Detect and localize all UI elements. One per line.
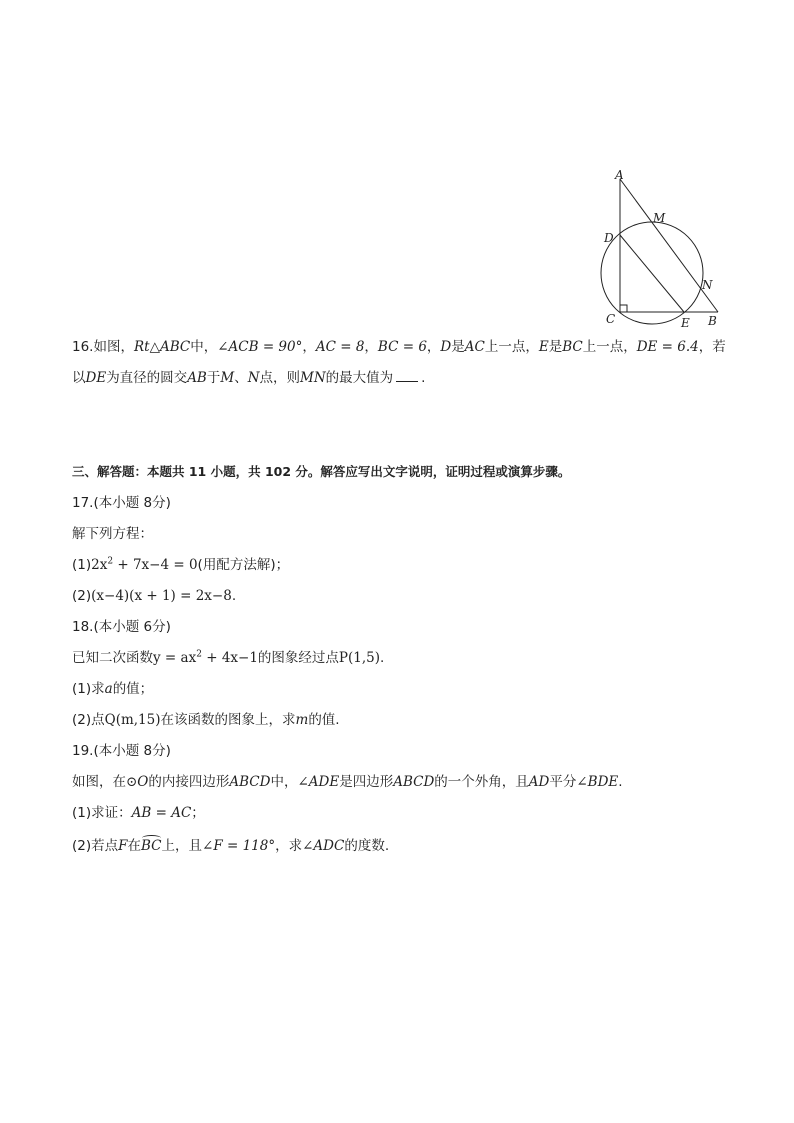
segment-ab: [620, 179, 718, 312]
segment-de: [620, 235, 684, 312]
q19-statement: 如图，在⊙O的内接四边形ABCD中，∠ADE是四边形ABCD的一个外角，且AD平分∠BDE.: [72, 774, 623, 790]
section-heading: 三、解答题：本题共 11 小题，共 102 分。解答应写出文字说明，证明过程或演算步骤。: [72, 464, 571, 479]
arc-bc: BC: [141, 838, 162, 854]
label-e: E: [681, 316, 690, 330]
q19-part2: (2)若点F在BC上，且∠F = 118°，求∠ADC的度数.: [72, 838, 390, 854]
q18-header: 18.(本小题 6分): [72, 619, 171, 635]
label-a: A: [615, 168, 624, 182]
q19-header: 19.(本小题 8分): [72, 743, 171, 759]
q17-instruction: 解下列方程：: [72, 526, 153, 542]
geometry-figure: [596, 165, 726, 335]
q17-part2: (2)(x−4)(x + 1) = 2x−8.: [72, 588, 237, 604]
label-d: D: [604, 231, 614, 245]
label-m: M: [653, 211, 666, 225]
q17-header: 17.(本小题 8分): [72, 495, 171, 511]
q18-part1: (1)求a的值；: [72, 681, 154, 697]
q17-part1: $(1)2x^2 + 7x-4 = 0$(用配方法解)；: [72, 556, 290, 573]
label-b: B: [708, 314, 717, 328]
q19-part1: (1)求证：AB = AC；: [72, 805, 205, 821]
label-n: N: [702, 278, 713, 292]
answer-blank[interactable]: [396, 369, 418, 382]
q18-part2: (2)点Q(m,15)在该函数的图象上，求m的值.: [72, 712, 340, 728]
label-c: C: [606, 312, 616, 326]
q18-intro: 已知二次函数$y = ax^2 + 4x-1$的图象经过点P(1,5).: [72, 649, 385, 666]
q16-line2: 以DE为直径的圆交AB于M、N点，则MN的最大值为 .: [72, 370, 426, 386]
q16-line1: 16.如图，Rt△ABC中，∠ACB = 90°，AC = 8，BC = 6，D是AC上一点，E是BC上一点，DE = 6.4，若: [72, 339, 726, 355]
right-angle-mark: [620, 305, 627, 312]
